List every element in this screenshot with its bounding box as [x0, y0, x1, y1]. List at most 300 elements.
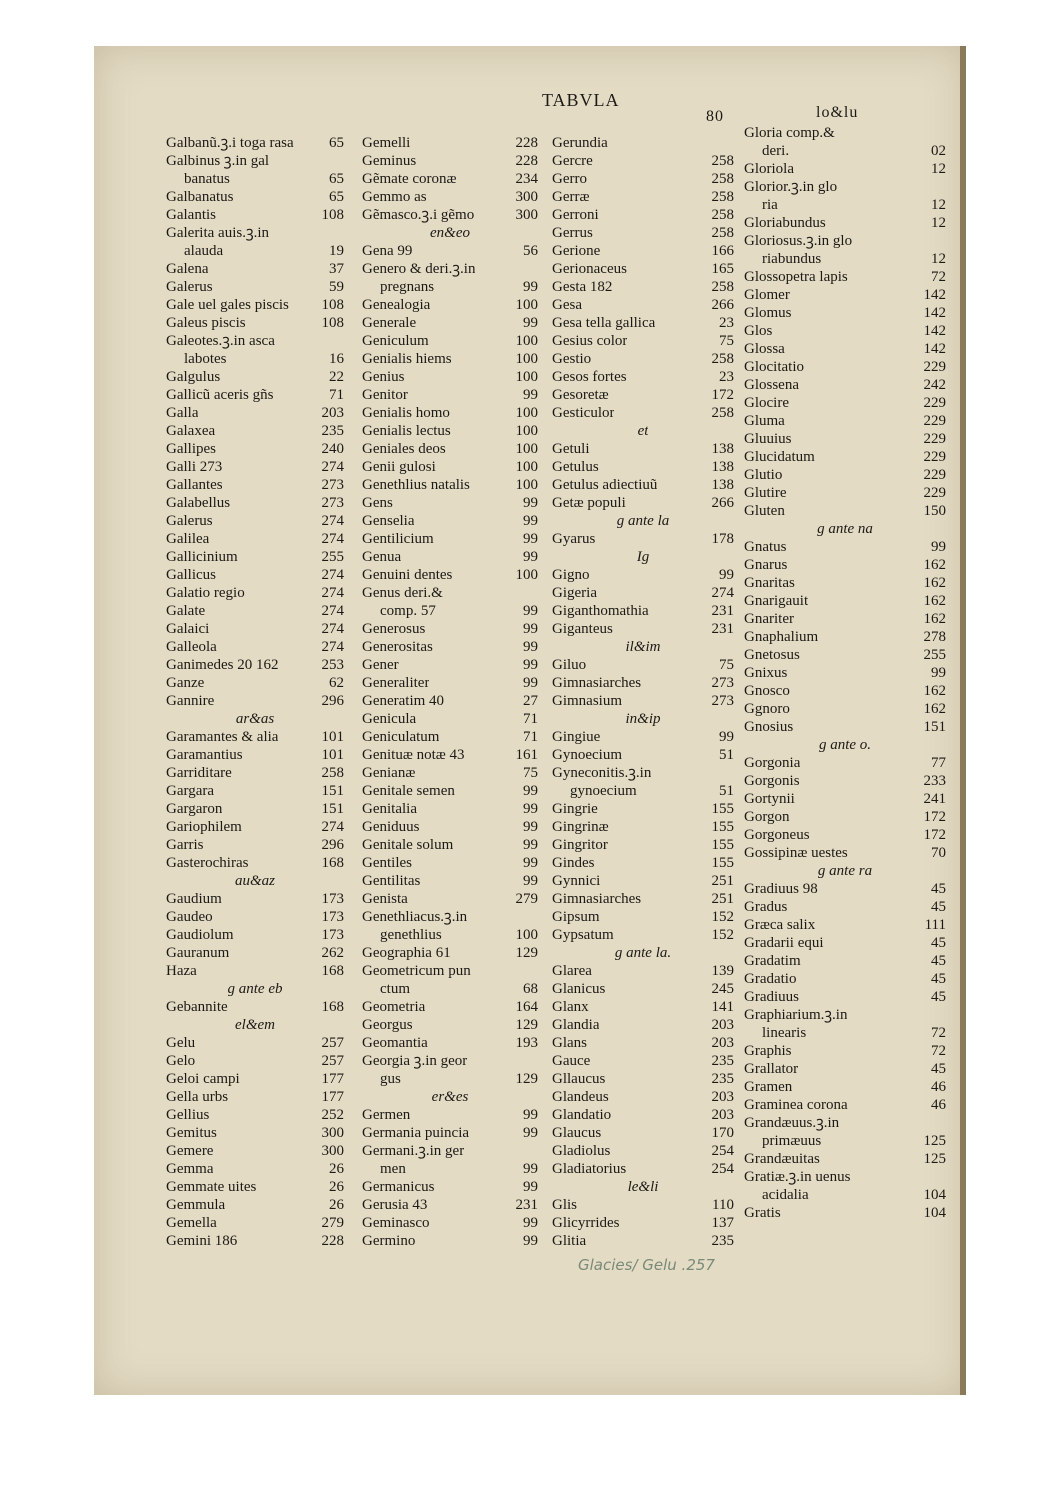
index-entry: [552, 296, 734, 314]
entry-page-number: [942, 1006, 946, 1024]
entry-term: Gradarii equi: [744, 935, 824, 951]
entry-page-number: 99: [523, 1179, 538, 1195]
index-entry: [166, 1034, 344, 1052]
section-heading: [362, 1088, 538, 1106]
section-heading: [166, 710, 344, 728]
index-entry: [744, 1096, 946, 1114]
entry-term: Generaliter: [362, 675, 430, 691]
entry-page-number: 300: [515, 207, 538, 223]
entry-term: Genitale solum: [362, 837, 454, 853]
entry-term: Georgia ꝫ.in geor: [362, 1053, 468, 1069]
index-entry: [166, 1052, 344, 1070]
entry-page-number: 45: [931, 971, 946, 987]
index-entry: [362, 386, 538, 404]
entry-page-number: 173: [321, 891, 344, 907]
entry-page-number: 257: [321, 1035, 344, 1051]
section-heading: [552, 512, 734, 530]
entry-term: Glaucus: [552, 1125, 602, 1141]
index-entry: [552, 620, 734, 638]
entry-term: gus: [380, 1071, 401, 1087]
entry-term: Grandæuus.ꝫ.in: [744, 1115, 840, 1131]
entry-page-number: 142: [923, 287, 946, 303]
entry-term: Grandæuitas: [744, 1151, 820, 1167]
entry-term: Geometricum pun: [362, 963, 471, 979]
index-entry: [166, 494, 344, 512]
entry-page-number: 274: [321, 531, 344, 547]
index-entry: [166, 314, 344, 332]
entry-page-number: 27: [523, 693, 538, 709]
entry-term: in&ip: [625, 711, 661, 727]
entry-page-number: 162: [923, 611, 946, 627]
entry-page-number: 45: [931, 989, 946, 1005]
entry-term: Gloriabundus: [744, 215, 826, 231]
section-heading: [552, 638, 734, 656]
entry-page-number: 99: [523, 513, 538, 529]
index-entry: [552, 854, 734, 872]
entry-term: Gebannite: [166, 999, 228, 1015]
index-entry: [552, 836, 734, 854]
entry-term: pregnans: [380, 279, 435, 295]
entry-term: ctum: [380, 981, 410, 997]
entry-term: Genua: [362, 549, 402, 565]
entry-term: deri.: [762, 143, 790, 159]
index-entry: [362, 962, 538, 980]
entry-page-number: 99: [931, 539, 946, 555]
entry-page-number: 229: [923, 467, 946, 483]
entry-page-number: 168: [321, 855, 344, 871]
entry-page-number: 258: [711, 279, 734, 295]
entry-term: Gorgon: [744, 809, 790, 825]
entry-term: Genus deri.&: [362, 585, 443, 601]
index-entry: [552, 1088, 734, 1106]
index-entry: [744, 358, 946, 376]
entry-term: Galli 273: [166, 459, 223, 475]
entry-page-number: 108: [321, 315, 344, 331]
index-entry: [744, 592, 946, 610]
entry-term: Galilea: [166, 531, 210, 547]
index-entry: [552, 602, 734, 620]
index-entry: [744, 412, 946, 430]
entry-page-number: [534, 1142, 538, 1160]
entry-page-number: 274: [321, 639, 344, 655]
entry-page-number: 151: [923, 719, 946, 735]
index-entry: [166, 674, 344, 692]
entry-page-number: 51: [719, 747, 734, 763]
index-entry: [166, 206, 344, 224]
index-entry: [362, 872, 538, 890]
entry-page-number: 166: [711, 243, 734, 259]
entry-page-number: 258: [711, 171, 734, 187]
index-entry: [362, 800, 538, 818]
entry-term: Genitalia: [362, 801, 417, 817]
entry-term: Germania puincia: [362, 1125, 470, 1141]
entry-term: Getæ populi: [552, 495, 626, 511]
entry-term: acidalia: [762, 1187, 809, 1203]
index-entry: [552, 476, 734, 494]
entry-term: Gena 99: [362, 243, 413, 259]
entry-term: linearis: [762, 1025, 807, 1041]
index-entry: [552, 980, 734, 998]
entry-term: Gemmo as: [362, 189, 427, 205]
entry-term: Græca salix: [744, 917, 816, 933]
entry-term: Gerrus: [552, 225, 593, 241]
entry-page-number: 99: [523, 279, 538, 295]
index-entry: [362, 1232, 538, 1250]
index-entry: [744, 376, 946, 394]
entry-page-number: 45: [931, 953, 946, 969]
entry-page-number: 99: [523, 603, 538, 619]
entry-term: Gynoecium: [552, 747, 622, 763]
entry-term: Gluma: [744, 413, 785, 429]
entry-page-number: 142: [923, 341, 946, 357]
index-entry: [166, 1214, 344, 1232]
entry-term: Gemitus: [166, 1125, 217, 1141]
index-entry: [552, 260, 734, 278]
entry-page-number: 251: [711, 891, 734, 907]
entry-page-number: 172: [923, 809, 946, 825]
entry-page-number: 99: [523, 549, 538, 565]
entry-page-number: 65: [329, 135, 344, 151]
entry-term: Gluten: [744, 503, 785, 519]
index-entry: [362, 818, 538, 836]
index-entry: [362, 1106, 538, 1124]
entry-page-number: [340, 332, 344, 350]
index-entry: [552, 674, 734, 692]
entry-term: Glandia: [552, 1017, 600, 1033]
entry-term: Glitia: [552, 1233, 587, 1249]
entry-term: Gaudeo: [166, 909, 213, 925]
entry-term: Gnetosus: [744, 647, 800, 663]
entry-term: Gloria comp.&: [744, 125, 835, 141]
entry-term: Gyarus: [552, 531, 596, 547]
entry-term: Gigno: [552, 567, 590, 583]
entry-term: Gingiue: [552, 729, 601, 745]
entry-term: Glossopetra lapis: [744, 269, 848, 285]
entry-page-number: 258: [711, 351, 734, 367]
entry-term: Glarea: [552, 963, 592, 979]
entry-term: Gesoretæ: [552, 387, 609, 403]
index-entry: [166, 908, 344, 926]
entry-term: Gentiles: [362, 855, 412, 871]
book-page: [94, 46, 966, 1395]
index-entry: [362, 134, 538, 152]
index-entry: [166, 1106, 344, 1124]
index-entry: [552, 962, 734, 980]
index-entry: [362, 152, 538, 170]
entry-page-number: 229: [923, 485, 946, 501]
entry-page-number: 164: [515, 999, 538, 1015]
entry-term: Generosus: [362, 621, 426, 637]
entry-page-number: 45: [931, 881, 946, 897]
entry-term: Germani.ꝫ.in ger: [362, 1143, 465, 1159]
entry-page-number: 99: [523, 783, 538, 799]
entry-term: Glanx: [552, 999, 589, 1015]
entry-page-number: 274: [321, 585, 344, 601]
entry-page-number: 99: [523, 873, 538, 889]
entry-page-number: [340, 224, 344, 242]
entry-page-number: 99: [523, 1215, 538, 1231]
entry-page-number: 99: [523, 315, 538, 331]
entry-term: Gasterochiras: [166, 855, 249, 871]
index-entry: [744, 772, 946, 790]
entry-page-number: 257: [321, 1053, 344, 1069]
entry-page-number: 72: [931, 269, 946, 285]
entry-term: Gorgonis: [744, 773, 800, 789]
index-entry: [744, 916, 946, 934]
index-entry: [166, 1070, 344, 1088]
entry-term: Gnariter: [744, 611, 794, 627]
entry-term: Glicyrrides: [552, 1215, 620, 1231]
entry-term: Galbanatus: [166, 189, 234, 205]
entry-term: Gramen: [744, 1079, 793, 1095]
index-entry: [362, 998, 538, 1016]
entry-page-number: 170: [711, 1125, 734, 1141]
index-entry: [744, 304, 946, 322]
entry-page-number: 162: [923, 701, 946, 717]
entry-page-number: 235: [711, 1053, 734, 1069]
entry-term: el&em: [235, 1017, 275, 1033]
entry-term: Gauce: [552, 1053, 591, 1069]
index-entry: [362, 1160, 538, 1178]
index-entry: [552, 242, 734, 260]
entry-term: Gale uel gales piscis: [166, 297, 289, 313]
entry-term: Gentilitas: [362, 873, 421, 889]
index-entry: [166, 350, 344, 368]
entry-page-number: 99: [719, 567, 734, 583]
index-entry: [362, 674, 538, 692]
entry-page-number: 02: [931, 143, 946, 159]
entry-page-number: 125: [923, 1151, 946, 1167]
entry-page-number: 99: [523, 855, 538, 871]
entry-term: Gargaron: [166, 801, 223, 817]
index-entry: [744, 160, 946, 178]
entry-term: Genealogia: [362, 297, 431, 313]
index-entry: [166, 1142, 344, 1160]
entry-term: Germen: [362, 1107, 411, 1123]
entry-page-number: 266: [711, 495, 734, 511]
entry-page-number: 12: [931, 251, 946, 267]
entry-term: Germanicus: [362, 1179, 435, 1195]
index-entry: [552, 206, 734, 224]
index-entry: [744, 448, 946, 466]
index-entry: [552, 188, 734, 206]
section-heading: [552, 1178, 734, 1196]
entry-term: Gemmate uites: [166, 1179, 257, 1195]
index-entry: [552, 386, 734, 404]
index-entry: [744, 286, 946, 304]
entry-term: Gallipes: [166, 441, 216, 457]
entry-page-number: 151: [321, 801, 344, 817]
entry-term: Gemmula: [166, 1197, 226, 1213]
entry-page-number: 141: [711, 999, 734, 1015]
entry-term: Gemelli: [362, 135, 411, 151]
index-entry: [362, 980, 538, 998]
entry-page-number: [942, 1114, 946, 1132]
index-entry: [552, 584, 734, 602]
entry-term: Geniduus: [362, 819, 420, 835]
entry-term: Geniculum: [362, 333, 429, 349]
index-entry: [166, 242, 344, 260]
entry-page-number: 45: [931, 935, 946, 951]
entry-page-number: 245: [711, 981, 734, 997]
index-entry: [744, 826, 946, 844]
entry-term: Gingrie: [552, 801, 598, 817]
entry-term: Generositas: [362, 639, 433, 655]
entry-page-number: 99: [523, 819, 538, 835]
entry-page-number: 129: [515, 945, 538, 961]
entry-term: Gallicinium: [166, 549, 238, 565]
entry-page-number: 100: [515, 423, 538, 439]
entry-page-number: 278: [923, 629, 946, 645]
index-entry: [744, 250, 946, 268]
entry-term: Gladiolus: [552, 1143, 611, 1159]
entry-page-number: 139: [711, 963, 734, 979]
entry-term: g ante la.: [614, 945, 672, 961]
entry-term: Geminasco: [362, 1215, 430, 1231]
entry-term: Glomer: [744, 287, 790, 303]
index-entry: [166, 818, 344, 836]
index-entry: [552, 1034, 734, 1052]
index-entry: [744, 196, 946, 214]
entry-page-number: 274: [321, 603, 344, 619]
entry-term: Getulus adiectiuũ: [552, 477, 658, 493]
entry-page-number: 23: [719, 369, 734, 385]
index-entry: [362, 602, 538, 620]
index-entry: [362, 512, 538, 530]
entry-term: il&im: [625, 639, 661, 655]
entry-term: Gelu: [166, 1035, 196, 1051]
entry-term: ria: [762, 197, 778, 213]
entry-page-number: 165: [711, 261, 734, 277]
index-entry: [744, 808, 946, 826]
index-entry: [362, 638, 538, 656]
entry-term: Genialis homo: [362, 405, 450, 421]
index-entry: [362, 1178, 538, 1196]
section-heading: [552, 548, 734, 566]
index-entry: [362, 584, 538, 602]
entry-page-number: 300: [321, 1143, 344, 1159]
entry-page-number: 99: [523, 1107, 538, 1123]
index-entry: [744, 790, 946, 808]
entry-page-number: 16: [329, 351, 344, 367]
entry-page-number: 75: [719, 657, 734, 673]
entry-page-number: 12: [931, 161, 946, 177]
entry-term: Ganze: [166, 675, 205, 691]
index-entry: [744, 268, 946, 286]
entry-page-number: 129: [515, 1071, 538, 1087]
entry-page-number: 262: [321, 945, 344, 961]
entry-term: Gercre: [552, 153, 593, 169]
index-entry: [552, 368, 734, 386]
entry-page-number: 77: [931, 755, 946, 771]
index-entry: [362, 170, 538, 188]
index-entry: [362, 1016, 538, 1034]
entry-term: Gerusia 43: [362, 1197, 428, 1213]
entry-page-number: 19: [329, 243, 344, 259]
index-entry: [552, 926, 734, 944]
entry-term: Genianæ: [362, 765, 416, 781]
index-entry: [552, 764, 734, 782]
entry-page-number: 255: [923, 647, 946, 663]
entry-term: Generatim 40: [362, 693, 445, 709]
entry-page-number: 203: [321, 405, 344, 421]
entry-page-number: 240: [321, 441, 344, 457]
entry-page-number: 254: [711, 1143, 734, 1159]
entry-page-number: 228: [515, 135, 538, 151]
col4-top-label: lo&lu: [816, 104, 859, 121]
entry-term: Genitor: [362, 387, 408, 403]
index-entry: [744, 430, 946, 448]
index-entry: [362, 206, 538, 224]
entry-page-number: [534, 908, 538, 926]
index-entry: [362, 1124, 538, 1142]
entry-page-number: 254: [711, 1161, 734, 1177]
entry-page-number: 234: [515, 171, 538, 187]
entry-page-number: 229: [923, 359, 946, 375]
index-entry: [744, 1114, 946, 1132]
entry-term: Galgulus: [166, 369, 221, 385]
index-entry: [744, 574, 946, 592]
entry-page-number: 100: [515, 369, 538, 385]
entry-term: Gnosius: [744, 719, 794, 735]
entry-page-number: 273: [321, 495, 344, 511]
entry-term: Gerro: [552, 171, 587, 187]
entry-page-number: 138: [711, 477, 734, 493]
index-entry: [362, 458, 538, 476]
entry-page-number: 68: [523, 981, 538, 997]
entry-page-number: 296: [321, 837, 344, 853]
entry-term: Gyneconitis.ꝫ.in: [552, 765, 652, 781]
entry-page-number: 274: [321, 567, 344, 583]
entry-page-number: 99: [523, 1125, 538, 1141]
entry-term: Glans: [552, 1035, 587, 1051]
entry-term: Genicula: [362, 711, 417, 727]
entry-term: Glocire: [744, 395, 789, 411]
entry-page-number: 228: [321, 1233, 344, 1249]
entry-term: Galantis: [166, 207, 216, 223]
entry-term: Gindes: [552, 855, 595, 871]
entry-term: Gesos fortes: [552, 369, 627, 385]
index-entry: [744, 232, 946, 250]
entry-term: Gens: [362, 495, 393, 511]
entry-page-number: 99: [523, 1233, 538, 1249]
entry-term: Gener: [362, 657, 399, 673]
index-entry: [166, 890, 344, 908]
entry-term: Genialis lectus: [362, 423, 451, 439]
entry-term: Galate: [166, 603, 206, 619]
entry-page-number: 235: [711, 1233, 734, 1249]
index-entry: [166, 764, 344, 782]
entry-term: Glossena: [744, 377, 799, 393]
index-entry: [166, 440, 344, 458]
entry-term: Glis: [552, 1197, 578, 1213]
entry-term: Generale: [362, 315, 417, 331]
index-entry: [362, 260, 538, 278]
index-column-3: [552, 134, 734, 1250]
entry-term: Genselia: [362, 513, 415, 529]
entry-term: Gemere: [166, 1143, 214, 1159]
entry-term: Genialis hiems: [362, 351, 452, 367]
entry-page-number: 162: [923, 593, 946, 609]
entry-term: Gesa tella gallica: [552, 315, 656, 331]
section-heading: [362, 224, 538, 242]
entry-page-number: 203: [711, 1089, 734, 1105]
col3-top-number: 80: [706, 108, 724, 125]
index-entry: [166, 656, 344, 674]
entry-page-number: 99: [523, 621, 538, 637]
entry-term: Gerundia: [552, 135, 608, 151]
entry-term: Gratiæ.ꝫ.in uenus: [744, 1169, 851, 1185]
